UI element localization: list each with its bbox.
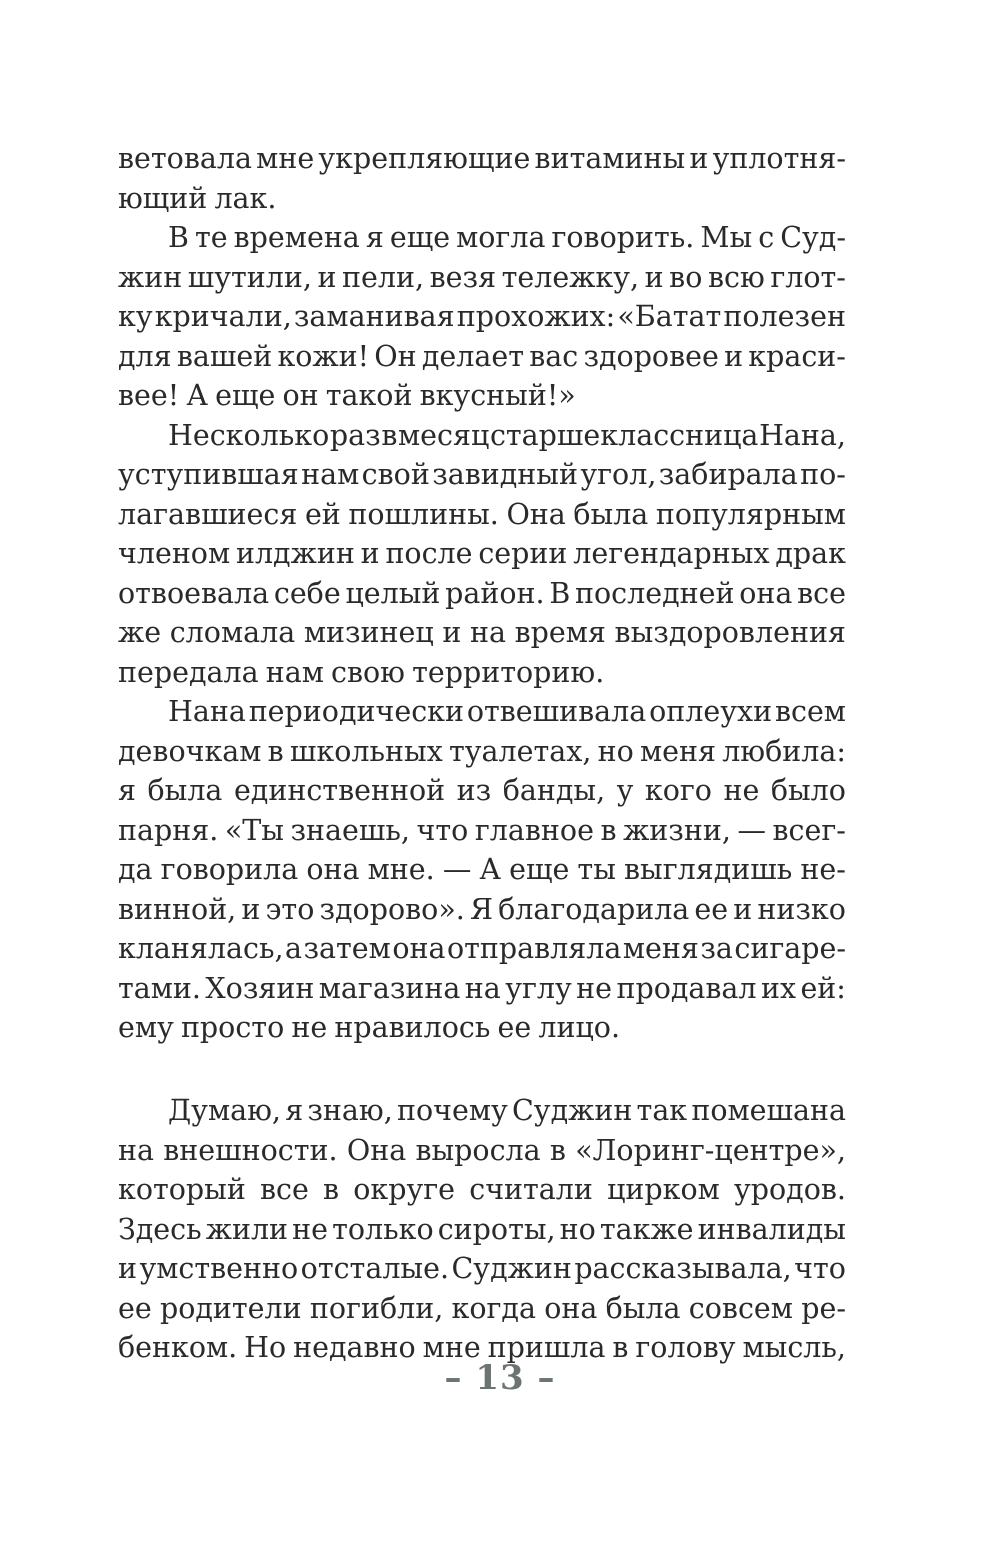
page-number: – 13 – (444, 1358, 556, 1398)
text-line: винной, и это здорово». Я благодарила ее и низко (118, 892, 846, 926)
text-line: бенком. Но недавно мне пришла в голову мысль, (118, 1331, 846, 1364)
text-line: и умственно отсталые. Суджин рассказывала, что (118, 1252, 846, 1285)
text-block-1 (118, 139, 846, 1048)
text-line: ветовала мне укрепляющие витамины и уплотня- (118, 142, 846, 175)
text-line: я была единственной из банды, у кого не было (118, 774, 846, 807)
text-line: девочкам в школьных туалетах, но меня любила: (118, 734, 846, 768)
text-line: вее! А еще он такой вкусный!» (118, 379, 576, 412)
text-line: Думаю, я знаю, почему Суджин так помешана (168, 1094, 846, 1127)
text-line: для вашей кожи! Он делает вас здоровее и краси- (118, 339, 846, 373)
text-line: кланялась, а затем она отправляла меня за сигаре- (118, 932, 846, 965)
text-line: ее родители погибли, когда она была совсем ре- (118, 1291, 846, 1325)
text-line: лагавшиеся ей пошлины. Она была популярным (118, 497, 846, 531)
text-line: ему просто не нравилось ее лицо. (118, 1011, 621, 1044)
text-line: который все в округе считали цирком уродов. (118, 1173, 846, 1206)
text-line: передала нам свою территорию. (118, 655, 605, 689)
text-line: Нана периодически отвешивала оплеухи всем (168, 695, 846, 728)
text-line: же сломала мизинец и на время выздоровления (118, 616, 846, 649)
text-line: парня. «Ты знаешь, что главное в жизни, — всег- (118, 813, 846, 847)
text-block-2 (118, 1091, 846, 1368)
text-line: тами. Хозяин магазина на углу не продавал их ей: (118, 971, 846, 1005)
text-line: В те времена я еще могла говорить. Мы с Суд- (168, 221, 846, 254)
text-line: отвоевала себе целый район. В последней она все (118, 576, 846, 610)
text-line: Здесь жили не только сироты, но также инвалиды (118, 1212, 846, 1246)
text-line: жин шутили, и пели, везя тележку, и во всю глот- (118, 260, 846, 294)
text-line: членом илджин и после серии легендарных драк (118, 537, 846, 570)
text-line: ющий лак. (118, 181, 277, 215)
text-line: ку кричали, заманивая прохожих: «Батат полезен (118, 300, 846, 333)
text-line: Несколько раз в месяц старшеклассница Нана, (168, 418, 846, 452)
text-line: уступившая нам свой завидный угол, забирала по- (118, 458, 846, 491)
text-line: на внешности. Она выросла в «Лоринг-центре», (118, 1133, 846, 1167)
text-line: да говорила она мне. — А еще ты выглядишь не- (118, 853, 846, 886)
